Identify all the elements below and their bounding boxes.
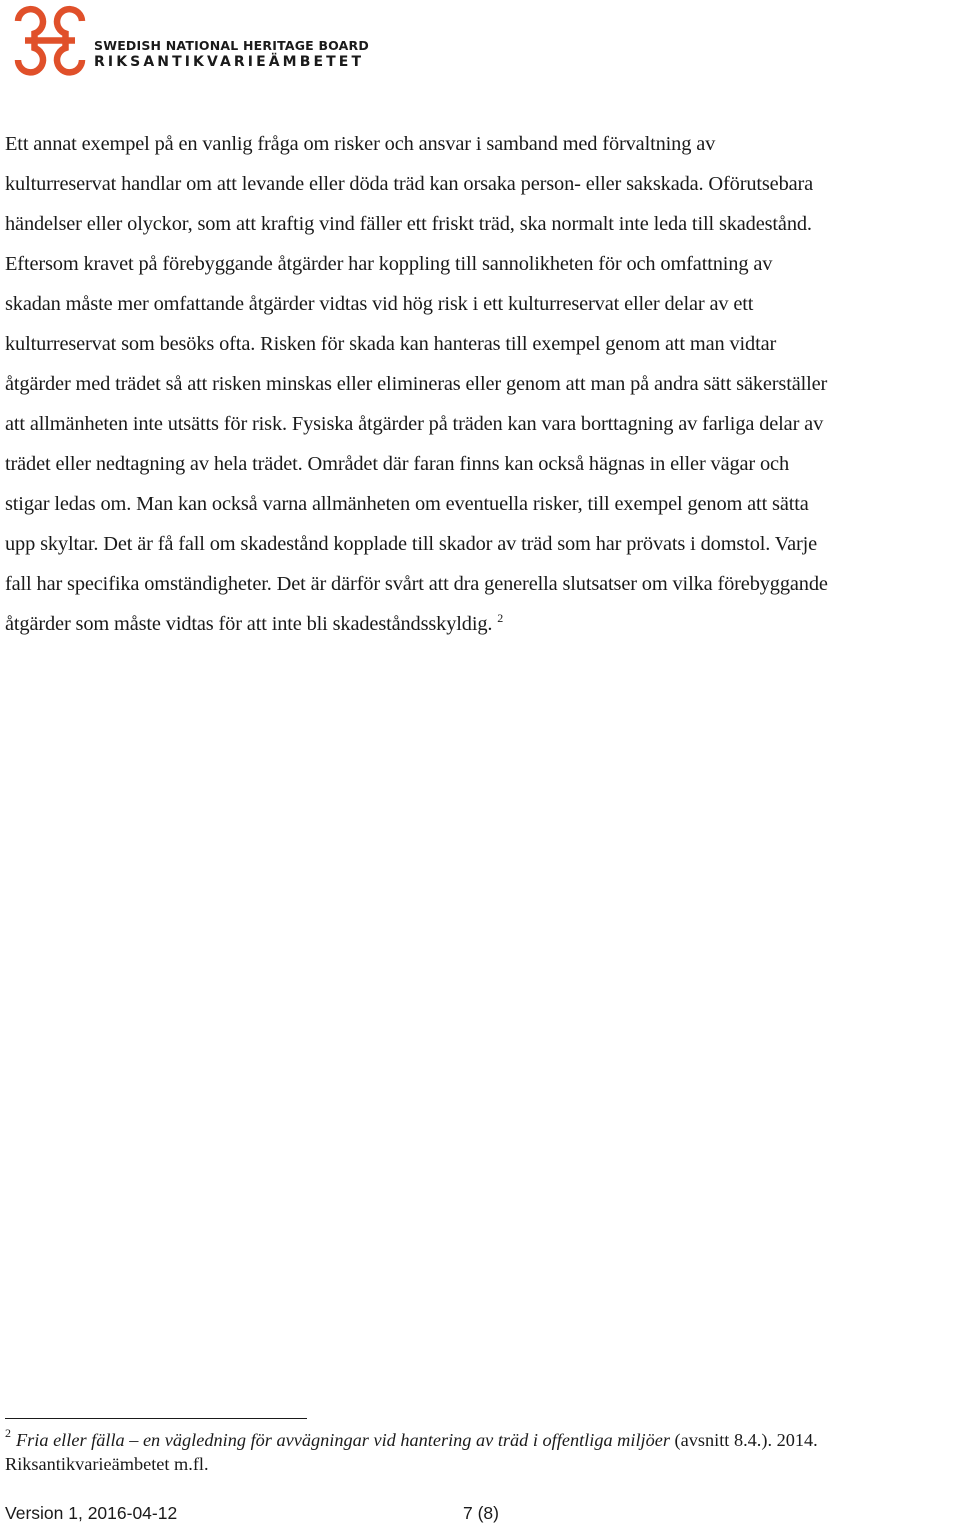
paragraph-line: trädet eller nedtagning av hela trädet. Området där faran finns kan också hägnas in eller vägar och [5, 453, 789, 475]
paragraph-line-text: åtgärder som måste vidtas för att inte bli skadeståndsskyldig. [5, 613, 493, 635]
footnote-source-details: (avsnitt 8.4.). 2014. [669, 1430, 818, 1450]
footnote-separator [5, 1418, 307, 1419]
paragraph-line: fall har specifika omständigheter. Det är därför svårt att dra generella slutsatser om vilka förebyggande [5, 573, 828, 595]
footnote-source-title: Fria eller fälla – en vägledning för avvägningar vid hantering av träd i offentliga miljöer [16, 1430, 670, 1450]
paragraph-line: skadan måste mer omfattande åtgärder vidtas vid hög risk i ett kulturreservat eller delar av ett [5, 293, 754, 315]
paragraph-line: kulturreservat handlar om att levande eller döda träd kan orsaka person- eller sakskada. Oförutsebara [5, 173, 814, 195]
footnote-number: 2 [5, 1426, 11, 1440]
organization-name-swedish: RIKSANTIKVARIEÄMBETET [94, 54, 365, 70]
paragraph-line: Eftersom kravet på förebyggande åtgärder har koppling till sannolikheten för och omfattning av [5, 253, 773, 275]
paragraph-line: att allmänheten inte utsätts för risk. Fysiska åtgärder på träden kan vara borttagning av farliga delar av [5, 413, 824, 435]
paragraph-line: stigar ledas om. Man kan också varna allmänheten om eventuella risker, till exempel genom att sätta [5, 493, 809, 515]
footnote-reference[interactable]: 2 [497, 611, 504, 625]
paragraph-line: åtgärder med trädet så att risken minskas eller elimineras eller genom att man på andra sätt säkerställer [5, 373, 828, 395]
body-paragraph [5, 124, 959, 644]
header-logo [10, 0, 370, 80]
paragraph-line: händelser eller olyckor, som att kraftig vind fäller ett friskt träd, ska normalt inte leda till skadestånd. [5, 213, 812, 235]
paragraph-line: kulturreservat som besöks ofta. Risken för skada kan hanteras till exempel genom att man vidtar [5, 333, 777, 355]
paragraph-line-last [5, 604, 959, 644]
footnote [5, 1428, 955, 1476]
footnote-line-1 [5, 1428, 955, 1452]
organization-name-english: SWEDISH NATIONAL HERITAGE BOARD [94, 38, 369, 53]
paragraph-line: upp skyltar. Det är få fall om skadestånd kopplade till skador av träd som har prövats i domstol. Varje [5, 533, 818, 555]
heritage-knot-icon [10, 0, 90, 80]
paragraph-line: Ett annat exempel på en vanlig fråga om risker och ansvar i samband med förvaltning av [5, 133, 716, 155]
footnote-line-2: Riksantikvarieämbetet m.fl. [5, 1454, 209, 1474]
document-version: Version 1, 2016-04-12 [5, 1503, 178, 1523]
page-number: 7 (8) [463, 1503, 499, 1523]
